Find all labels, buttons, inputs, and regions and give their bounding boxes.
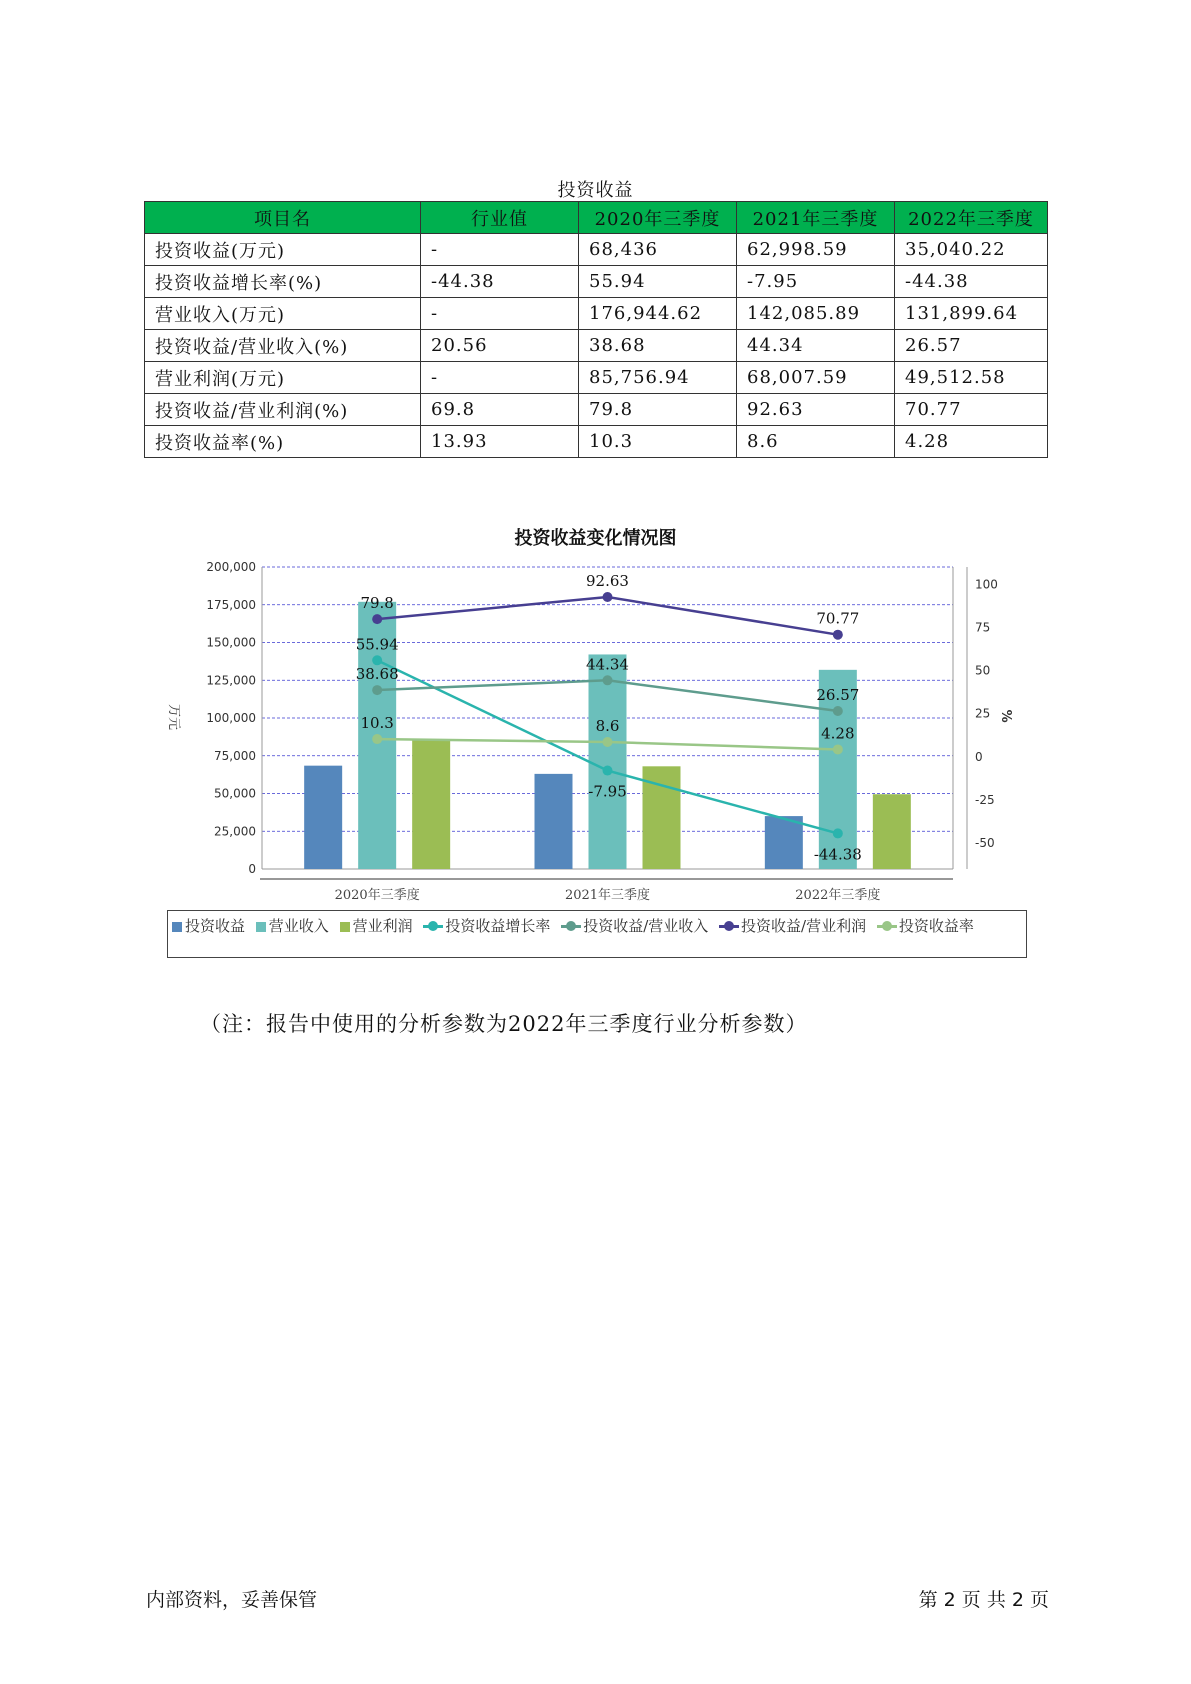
- analysis-note: （注：报告中使用的分析参数为2022年三季度行业分析参数）: [200, 1012, 808, 1036]
- y-tick-label: 100,000: [206, 711, 256, 725]
- bar-投资收益: [765, 816, 803, 869]
- table-cell: 35,040.22: [895, 234, 1048, 266]
- marker-投资收益增长率: [372, 655, 382, 665]
- legend-swatch-line: [561, 921, 581, 931]
- table-cell: 营业利润(万元): [145, 362, 421, 394]
- header-cell: 行业值: [421, 202, 579, 234]
- table-cell: 85,756.94: [579, 362, 737, 394]
- marker-投资收益/营业利润: [603, 592, 613, 602]
- y2-tick-label: 100: [975, 577, 998, 592]
- marker-投资收益率: [603, 737, 613, 747]
- y2-tick-label: -25: [975, 792, 995, 807]
- legend-swatch-line: [719, 921, 739, 931]
- table-cell: 8.6: [737, 426, 895, 458]
- y-tick-label: 75,000: [214, 748, 256, 763]
- bar-投资收益: [535, 774, 573, 869]
- table-cell: 55.94: [579, 266, 737, 298]
- data-label: -7.95: [588, 782, 627, 801]
- y-tick-label: 150,000: [206, 635, 256, 650]
- data-label: 26.57: [816, 685, 860, 704]
- y-tick-label: 175,000: [206, 597, 256, 612]
- table-cell: 13.93: [421, 426, 579, 458]
- legend-swatch-bar: [256, 922, 266, 932]
- line-投资收益/营业利润: [377, 597, 838, 635]
- y2-tick-label: -50: [975, 836, 995, 851]
- table-cell: 92.63: [737, 394, 895, 426]
- data-label: 8.6: [595, 716, 620, 735]
- x-tick-label: 2022年三季度: [795, 888, 881, 903]
- legend-item[interactable]: [719, 914, 866, 938]
- table-cell: 68,436: [579, 234, 737, 266]
- table-cell: -7.95: [737, 266, 895, 298]
- table-cell: 79.8: [579, 394, 737, 426]
- table-cell: 62,998.59: [737, 234, 895, 266]
- legend-item[interactable]: [172, 914, 245, 938]
- marker-投资收益/营业利润: [833, 630, 843, 640]
- x-tick-label: 2021年三季度: [564, 888, 651, 903]
- legend-label: 营业收入: [268, 917, 329, 935]
- legend-label: 投资收益/营业收入: [583, 917, 709, 935]
- legend-item[interactable]: [423, 914, 550, 938]
- y2-tick-label: 75: [975, 620, 991, 635]
- y-axis-title: 万元: [166, 704, 181, 731]
- footer-confidential: 内部资料，妥善保管: [146, 1589, 318, 1611]
- data-label: 70.77: [816, 609, 860, 628]
- marker-投资收益/营业收入: [833, 706, 843, 716]
- legend-label: 投资收益率: [898, 917, 974, 935]
- table-cell: 49,512.58: [895, 362, 1048, 394]
- bar-营业利润: [412, 740, 450, 869]
- marker-投资收益/营业收入: [603, 675, 613, 685]
- y2-tick-label: 50: [975, 663, 991, 678]
- data-label: 38.68: [355, 665, 399, 684]
- table-cell: 44.34: [737, 330, 895, 362]
- table-cell: 投资收益率(%): [145, 426, 421, 458]
- header-cell: 2021年三季度: [737, 202, 895, 234]
- table-cell: 70.77: [895, 394, 1048, 426]
- legend-item[interactable]: [877, 914, 974, 938]
- header-cell: 项目名: [145, 202, 421, 234]
- footer-page-number: 第 2 页 共 2 页: [918, 1589, 1049, 1611]
- table-cell: 投资收益(万元): [145, 234, 421, 266]
- legend-label: 投资收益: [185, 917, 246, 935]
- table-cell: 营业收入(万元): [145, 298, 421, 330]
- marker-投资收益/营业利润: [372, 614, 382, 624]
- marker-投资收益增长率: [603, 766, 613, 776]
- legend-swatch-bar: [172, 922, 182, 932]
- legend-item[interactable]: [340, 914, 413, 938]
- marker-投资收益率: [372, 734, 382, 744]
- x-tick-label: 2020年三季度: [334, 888, 420, 903]
- chart-title: 投资收益变化情况图: [514, 528, 677, 549]
- y-tick-label: 125,000: [206, 673, 256, 688]
- marker-投资收益增长率: [833, 828, 843, 838]
- table-cell: 38.68: [579, 330, 737, 362]
- y-tick-label: 0: [248, 862, 256, 876]
- legend-swatch-line: [877, 921, 897, 931]
- header-cell: 2022年三季度: [895, 202, 1048, 234]
- table-cell: 26.57: [895, 330, 1048, 362]
- legend-item[interactable]: [561, 914, 708, 938]
- y-tick-label: 200,000: [206, 560, 256, 574]
- table-cell: 投资收益增长率(%): [145, 266, 421, 298]
- bar-营业利润: [873, 794, 911, 869]
- bar-投资收益: [304, 766, 342, 869]
- header-cell: 2020年三季度: [579, 202, 737, 234]
- table-title: 投资收益: [557, 180, 634, 201]
- legend-swatch-line: [423, 921, 443, 931]
- y2-tick-label: 25: [975, 706, 991, 721]
- data-label: -44.38: [813, 845, 862, 864]
- data-label: 92.63: [586, 571, 629, 590]
- table-cell: -: [421, 298, 579, 330]
- table-cell: 131,899.64: [895, 298, 1048, 330]
- y2-axis-title: %: [998, 709, 1013, 723]
- chart-legend: [167, 910, 1027, 958]
- table-cell: 4.28: [895, 426, 1048, 458]
- legend-swatch-bar: [340, 922, 350, 932]
- data-label: 44.34: [586, 655, 629, 674]
- legend-item[interactable]: [256, 914, 329, 938]
- table-cell: 176,944.62: [579, 298, 737, 330]
- table-cell: 投资收益/营业收入(%): [145, 330, 421, 362]
- marker-投资收益率: [833, 744, 843, 754]
- data-label: 10.3: [360, 714, 394, 733]
- legend-label: 营业利润: [352, 917, 413, 935]
- table-cell: 142,085.89: [737, 298, 895, 330]
- table-cell: -44.38: [895, 266, 1048, 298]
- y-tick-label: 50,000: [214, 786, 256, 801]
- y-tick-label: 25,000: [214, 824, 256, 839]
- y2-tick-label: 0: [975, 749, 983, 764]
- table-cell: -: [421, 234, 579, 266]
- marker-投资收益/营业收入: [372, 685, 382, 695]
- table-cell: 20.56: [421, 330, 579, 362]
- table-cell: 69.8: [421, 394, 579, 426]
- data-label: 55.94: [355, 635, 399, 654]
- table-cell: -: [421, 362, 579, 394]
- data-label: 79.8: [360, 594, 394, 613]
- table-cell: 10.3: [579, 426, 737, 458]
- table-cell: 投资收益/营业利润(%): [145, 394, 421, 426]
- legend-label: 投资收益增长率: [445, 917, 551, 935]
- bar-营业收入: [589, 654, 627, 869]
- table-cell: 68,007.59: [737, 362, 895, 394]
- data-label: 4.28: [821, 724, 855, 743]
- legend-label: 投资收益/营业利润: [741, 917, 867, 935]
- table-cell: -44.38: [421, 266, 579, 298]
